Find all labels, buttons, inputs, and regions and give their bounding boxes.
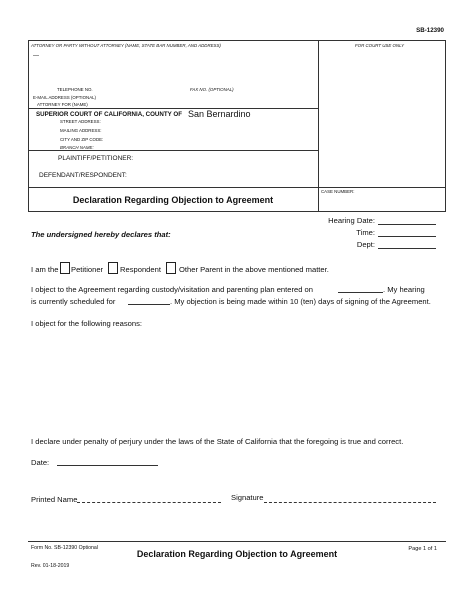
hearing-date-label: Hearing Date: [328,216,375,225]
petitioner-option: Petitioner [71,265,104,274]
court-label: SUPERIOR COURT OF CALIFORNIA, COUNTY OF [36,111,182,118]
petitioner-label: PLAINTIFF/PETITIONER: [58,155,134,162]
branch-label: BRANCH NAME: [60,145,94,150]
telephone-label: TELEPHONE NO. [57,87,93,92]
paragraph-line1: I object to the Agreement regarding custody/visitation and parenting plan entered on [31,285,313,294]
paragraph-line2-end: . My objection is being made within 10 (ten) days of signing of the Agreement. [170,297,431,306]
other-parent-checkbox[interactable] [166,262,176,274]
respondent-label: DEFENDANT/RESPONDENT: [39,172,127,179]
agreement-date-field[interactable] [338,292,383,293]
role-prefix: I am the [31,265,59,274]
reasons-field[interactable] [31,332,441,427]
street-label: STREET ADDRESS: [60,119,101,124]
hearing-date-field[interactable] [378,224,436,225]
form-title: Declaration Regarding Objection to Agreement [72,195,274,205]
case-number-label: CASE NUMBER: [321,189,355,194]
printed-name-field[interactable] [77,502,221,503]
printed-name-label: Printed Name [31,495,78,504]
other-parent-option: Other Parent in the above mentioned matter. [179,265,329,274]
hearing-time-field[interactable] [378,236,436,237]
footer-divider [28,541,446,542]
penalty-statement: I declare under penalty of perjury under the laws of the State of California that the foregoing is true and correct. [31,437,404,446]
hearing-dept-field[interactable] [378,248,436,249]
email-label: E-MAIL ADDRESS (OPTIONAL) [33,95,97,100]
hearing-dept-label: Dept: [356,240,375,249]
hearing-time-label: Time: [356,228,375,237]
declares-text: The undersigned hereby declares that: [31,230,171,239]
respondent-option: Respondent [120,265,161,274]
date-label: Date: [31,458,50,467]
footer-rev: Rev. 01-18-2019 [31,563,70,569]
date-field[interactable] [57,465,158,466]
footer-page: Page 1 of 1 [408,546,437,552]
county-value[interactable]: San Bernardino [188,109,251,119]
paragraph-line2-start: is currently scheduled for [31,297,116,306]
reasons-label: I object for the following reasons: [31,319,143,328]
mailing-label: MAILING ADDRESS: [60,128,102,133]
signature-field[interactable] [264,502,436,503]
attorney-for-label: ATTORNEY FOR (NAME) [37,102,88,107]
petitioner-checkbox[interactable] [60,262,70,274]
footer-form-no: Form No. SB-12390 Optional [31,545,98,551]
footer-title: Declaration Regarding Objection to Agreement [136,549,338,559]
attorney-label: ATTORNEY OR PARTY WITHOUT ATTORNEY (NAME, STATE BAR NUMBER, AND ADDRESS) [31,43,221,48]
fax-label: FAX NO. (OPTIONAL) [190,87,234,92]
hearing-scheduled-field[interactable] [128,304,170,305]
respondent-checkbox[interactable] [108,262,118,274]
city-label: CITY AND ZIP CODE: [60,137,104,142]
attorney-name-field[interactable]: — [33,53,39,59]
form-number-top: SB-12390 [416,27,444,34]
court-use-label: FOR COURT USE ONLY [355,43,405,48]
signature-label: Signature [231,493,264,502]
paragraph-line1-end: . My hearing [383,285,425,294]
